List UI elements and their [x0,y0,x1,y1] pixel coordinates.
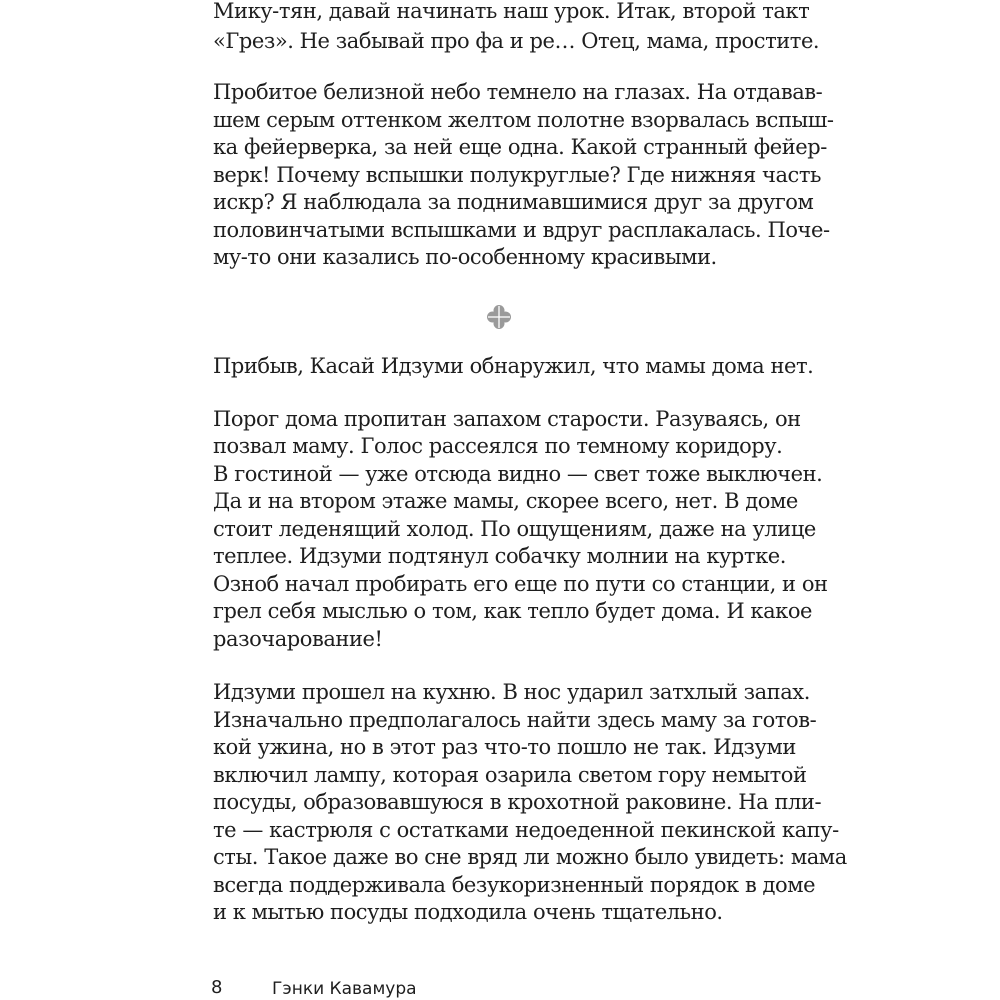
text-line: теплее. Идзуми подтянул собачку молнии на куртке. [213,544,786,568]
text-line: верк! Почему вспышки полукруглые? Где нижняя часть [213,163,821,187]
text-line: Пробитое белизной небо темнело на глазах. На отдавав- [213,80,823,104]
text-line: Да и на втором этаже мамы, скорее всего, нет. В доме [213,489,798,513]
text-line: Идзуми прошел на кухню. В нос ударил затхлый запах. [213,680,810,704]
text-line: и к мытью посуды подходила очень тщательно. [213,900,723,924]
text-line: шем серым оттенком желтом полотне взорвалась вспыш- [213,108,834,132]
text-line: позвал маму. Голос рассеялся по темному коридору. [213,434,783,458]
text-line: му-то они казались по-особенному красивыми. [213,245,717,269]
text-line: кой ужина, но в этот раз что-то пошло не так. Идзуми [213,735,796,759]
text-line: разочарование! [213,627,383,651]
text-line: сты. Такое даже во сне вряд ли можно было увидеть: мама [213,845,847,869]
page-number: 8 [211,977,223,998]
text-line: посуды, образовавшуюся в крохотной раковине. На пли- [213,790,822,814]
text-line: искр? Я наблюдала за поднимавшимися друг за другом [213,190,814,214]
text-line: Изначально предполагалось найти здесь маму за готов- [213,708,817,732]
text-line: Порог дома пропитан запахом старости. Разуваясь, он [213,407,801,431]
text-line: стоит леденящий холод. По ощущениям, даже на улице [213,517,816,541]
flower-ornament-icon [486,304,512,330]
text-line: «Грез». Не забывай про фа и ре… Отец, мама, простите. [213,29,820,53]
running-footer-author: Гэнки Кавамура [272,979,417,999]
text-line: включил лампу, которая озарила светом гору немытой [213,763,807,787]
text-line: Озноб начал пробирать его еще по пути со станции, и он [213,572,828,596]
text-line: половинчатыми вспышками и вдруг расплакалась. Поче- [213,218,830,242]
text-line: те — кастрюля с остатками недоеденной пекинской капу- [213,818,839,842]
text-line: всегда поддерживала безукоризненный порядок в доме [213,873,816,897]
text-line: Мику-тян, давай начинать наш урок. Итак, второй такт [213,0,810,23]
text-line: ка фейерверка, за ней еще одна. Какой странный фейер- [213,135,827,159]
text-line: Прибыв, Касай Идзуми обнаружил, что мамы дома нет. [213,354,814,378]
text-line: В гостиной — уже отсюда видно — свет тоже выключен. [213,462,823,486]
text-line: грел себя мыслью о том, как тепло будет дома. И какое [213,599,813,623]
